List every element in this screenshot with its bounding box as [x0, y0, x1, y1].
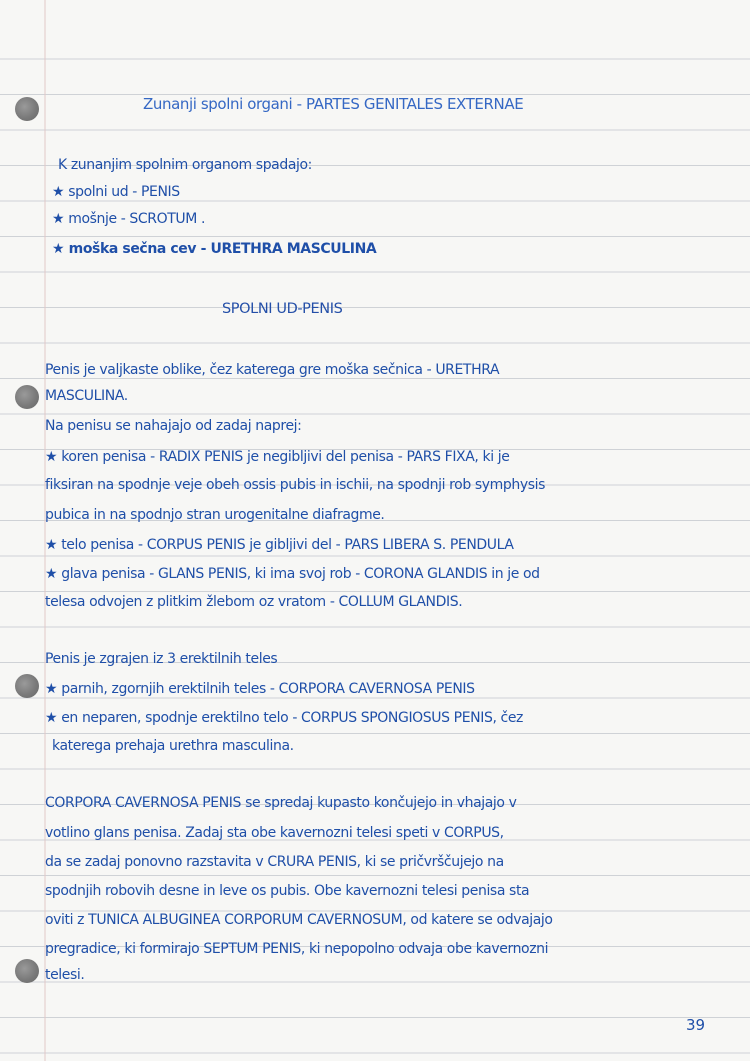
binder-hole-4 [15, 959, 39, 983]
intro-item-urethra: ★ moška sečna cev - URETHRA MASCULINA [52, 241, 377, 257]
para3-line: spodnjih robovih desne in leve os pubis. Obe kavernozni telesi penisa sta [45, 883, 530, 899]
para2-line: Penis je zgrajen iz 3 erektilnih teles [45, 651, 278, 667]
para1-line: telesa odvojen z plitkim žlebom oz vratom - COLLUM GLANDIS. [45, 594, 463, 610]
intro-line: K zunanjim spolnim organom spadajo: [58, 157, 312, 173]
para1-line: ★ telo penisa - CORPUS PENIS je gibljivi del - PARS LIBERA S. PENDULA [45, 537, 514, 553]
para3-line: CORPORA CAVERNOSA PENIS se spredaj kupasto končujejo in vhajajo v [45, 795, 517, 811]
para3-line: votlino glans penisa. Zadaj sta obe kavernozni telesi speti v CORPUS, [45, 825, 504, 841]
para1-line: Na penisu se nahajajo od zadaj naprej: [45, 418, 302, 434]
para1-line: pubica in na spodnjo stran urogenitalne diafragme. [45, 507, 385, 523]
binder-hole-2 [15, 385, 39, 409]
para3-line: telesi. [45, 967, 85, 983]
binder-hole-3 [15, 674, 39, 698]
para3-line: oviti z TUNICA ALBUGINEA CORPORUM CAVERNOSUM, od katere se odvajajo [45, 912, 553, 928]
para3-line: pregradice, ki formirajo SEPTUM PENIS, ki nepopolno odvaja obe kavernozni [45, 941, 549, 957]
para1-line: ★ glava penisa - GLANS PENIS, ki ima svoj rob - CORONA GLANDIS in je od [45, 566, 540, 582]
page-title: Zunanji spolni organi - PARTES GENITALES EXTERNAE [143, 95, 524, 113]
para2-line: katerega prehaja urethra masculina. [52, 738, 294, 754]
page-number: 39 [686, 1016, 706, 1034]
para1-line: ★ koren penisa - RADIX PENIS je negibljivi del penisa - PARS FIXA, ki je [45, 449, 510, 465]
para1-line: MASCULINA. [45, 388, 128, 404]
para2-line: ★ parnih, zgornjih erektilnih teles - CORPORA CAVERNOSA PENIS [45, 681, 475, 697]
section-heading: SPOLNI UD-PENIS [222, 301, 343, 317]
para1-line: Penis je valjkaste oblike, čez katerega gre moška sečnica - URETHRA [45, 362, 500, 378]
para1-line: fiksiran na spodnje veje obeh ossis pubis in ischii, na spodnji rob symphysis [45, 477, 546, 493]
binder-hole-1 [15, 97, 39, 121]
para2-line: ★ en neparen, spodnje erektilno telo - CORPUS SPONGIOSUS PENIS, čez [45, 710, 524, 726]
intro-item-penis: ★ spolni ud - PENIS [52, 184, 180, 200]
intro-item-scrotum: ★ mošnje - SCROTUM . [52, 211, 206, 227]
para3-line: da se zadaj ponovno razstavita v CRURA PENIS, ki se pričvrščujejo na [45, 854, 504, 870]
